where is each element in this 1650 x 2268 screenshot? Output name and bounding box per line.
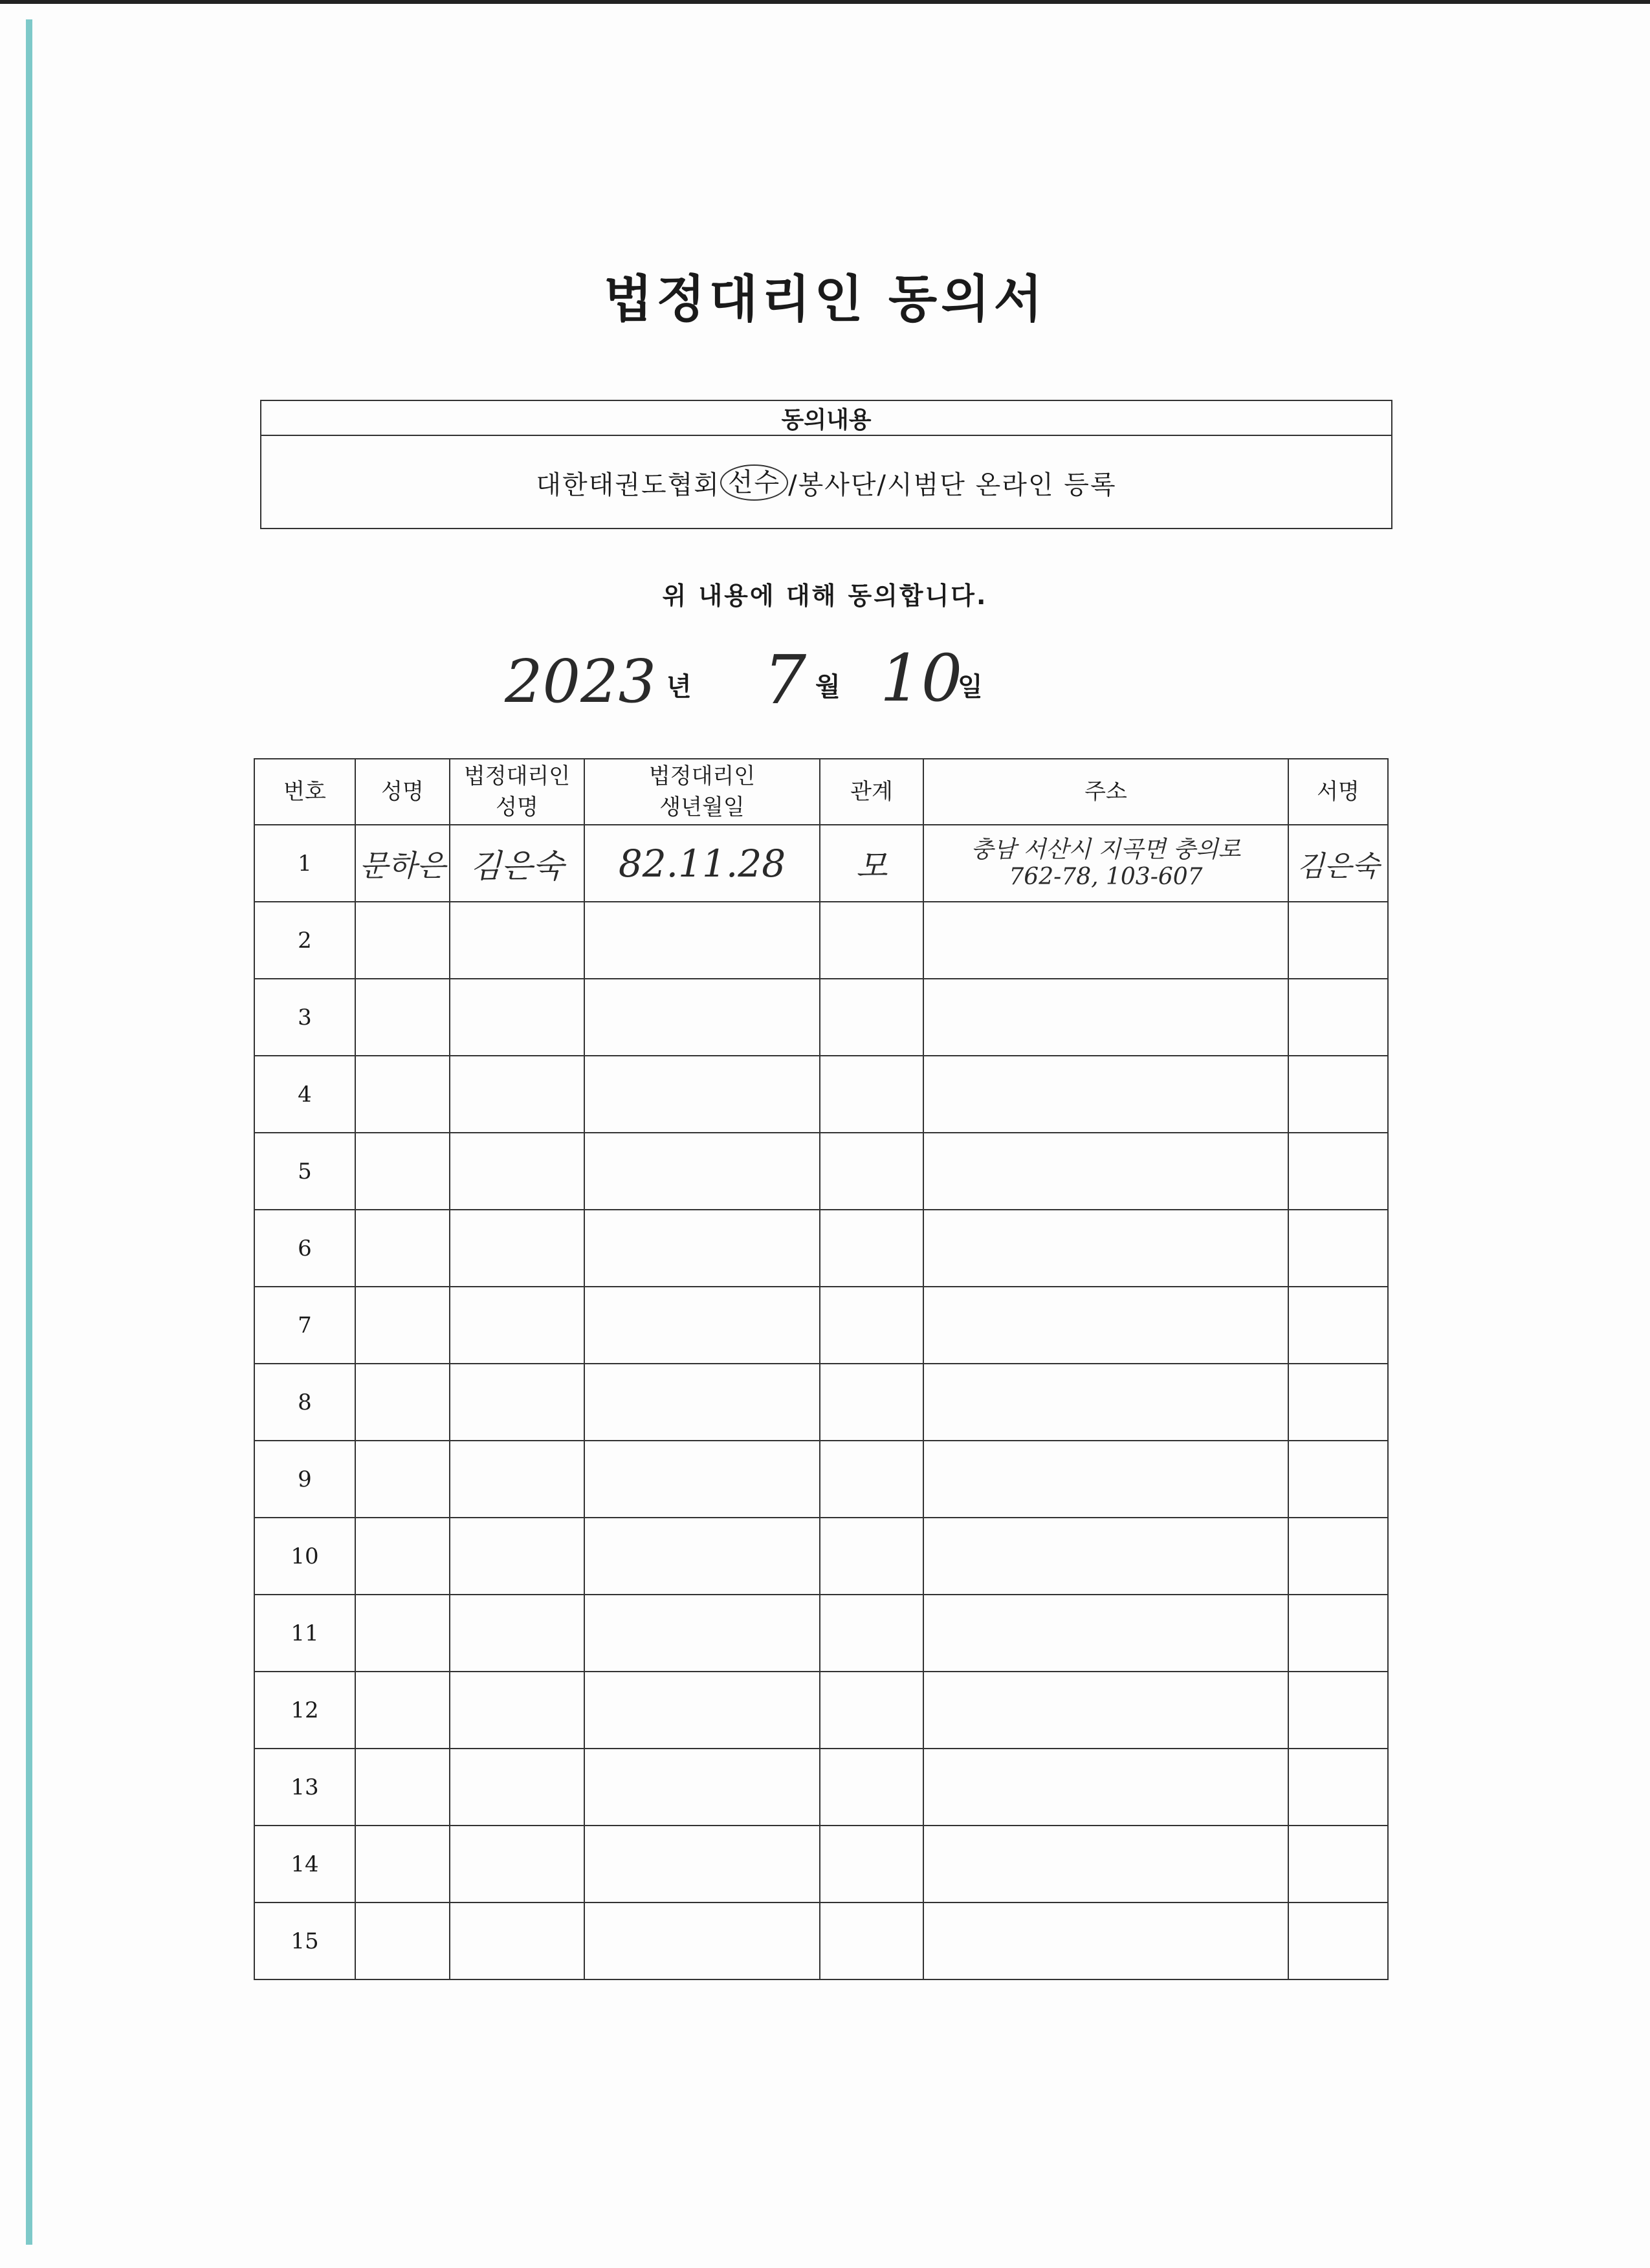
date-day-unit: 일 bbox=[958, 672, 983, 702]
cell-guardian-name bbox=[450, 825, 584, 902]
table-row bbox=[254, 1595, 1388, 1672]
header-name: 성명 bbox=[355, 759, 450, 825]
cell-relation bbox=[820, 1364, 923, 1441]
cell-guardian-name bbox=[450, 1672, 584, 1749]
table-row bbox=[254, 1210, 1388, 1287]
cell-guardian-dob bbox=[584, 1518, 820, 1595]
cell-no bbox=[254, 1518, 355, 1595]
cell-address bbox=[923, 1441, 1288, 1518]
cell-name bbox=[355, 825, 450, 902]
cell-relation bbox=[820, 1903, 923, 1979]
cell-no bbox=[254, 1903, 355, 1979]
cell-address bbox=[923, 1595, 1288, 1672]
cell-signature bbox=[1288, 1210, 1388, 1287]
cell-relation bbox=[820, 1287, 923, 1364]
cell-no-value: 7 bbox=[298, 1312, 312, 1338]
cell-address bbox=[923, 979, 1288, 1056]
cell-name bbox=[355, 1441, 450, 1518]
cell-signature bbox=[1288, 825, 1388, 902]
header-signature: 서명 bbox=[1288, 759, 1388, 825]
cell-signature bbox=[1288, 902, 1388, 979]
cell-guardian-name bbox=[450, 1903, 584, 1979]
date-day: 10 bbox=[880, 640, 963, 716]
cell-signature bbox=[1288, 1518, 1388, 1595]
address-line-1: 충남 서산시 지곡면 충의로 bbox=[971, 836, 1241, 863]
table-row bbox=[254, 1672, 1388, 1749]
cell-signature bbox=[1288, 1287, 1388, 1364]
cell-no-value: 10 bbox=[291, 1543, 319, 1569]
cell-guardian-dob bbox=[584, 825, 820, 902]
cell-name bbox=[355, 1210, 450, 1287]
table-row bbox=[254, 1056, 1388, 1133]
cell-no bbox=[254, 1672, 355, 1749]
cell-signature bbox=[1288, 1595, 1388, 1672]
cell-no-value: 9 bbox=[298, 1466, 312, 1492]
consent-circled-option: 선수 bbox=[720, 464, 788, 501]
cell-signature bbox=[1288, 1441, 1388, 1518]
cell-signature bbox=[1288, 1672, 1388, 1749]
cell-relation bbox=[820, 1749, 923, 1826]
cell-no-value: 12 bbox=[291, 1697, 319, 1723]
cell-no-value: 6 bbox=[298, 1235, 312, 1261]
cell-signature bbox=[1288, 1749, 1388, 1826]
cell-address bbox=[923, 1903, 1288, 1979]
cell-no-value: 15 bbox=[291, 1928, 319, 1954]
date-line bbox=[492, 640, 1204, 719]
cell-guardian-dob bbox=[584, 1210, 820, 1287]
cell-name bbox=[355, 1133, 450, 1210]
cell-signature-value: 김은숙 bbox=[1297, 849, 1380, 883]
cell-no bbox=[254, 825, 355, 902]
cell-no-value: 13 bbox=[291, 1774, 319, 1800]
cell-guardian-dob bbox=[584, 1672, 820, 1749]
cell-guardian-dob bbox=[584, 1133, 820, 1210]
cell-signature bbox=[1288, 979, 1388, 1056]
cell-name bbox=[355, 1364, 450, 1441]
agreement-statement: 위 내용에 대해 동의합니다. bbox=[662, 582, 988, 610]
address-line-2: 762-78, 103-607 bbox=[1009, 863, 1203, 890]
header-relation: 관계 bbox=[820, 759, 923, 825]
cell-relation bbox=[820, 1056, 923, 1133]
cell-signature bbox=[1288, 1903, 1388, 1979]
cell-guardian-dob bbox=[584, 1826, 820, 1903]
table-row bbox=[254, 1441, 1388, 1518]
cell-no-value: 5 bbox=[298, 1158, 312, 1184]
cell-guardian-dob-value: 82.11.28 bbox=[618, 841, 786, 886]
cell-name bbox=[355, 1903, 450, 1979]
cell-name bbox=[355, 1826, 450, 1903]
guardian-table bbox=[254, 758, 1389, 1980]
table-row bbox=[254, 1518, 1388, 1595]
table-row bbox=[254, 1826, 1388, 1903]
cell-no bbox=[254, 1287, 355, 1364]
consent-header: 동의내용 bbox=[261, 401, 1391, 436]
cell-name-value: 문하은 bbox=[359, 847, 446, 883]
cell-guardian-dob bbox=[584, 979, 820, 1056]
table-row bbox=[254, 979, 1388, 1056]
cell-guardian-dob bbox=[584, 1364, 820, 1441]
cell-signature bbox=[1288, 1056, 1388, 1133]
cell-no bbox=[254, 1595, 355, 1672]
cell-relation bbox=[820, 1441, 923, 1518]
table-row bbox=[254, 1287, 1388, 1364]
cell-name bbox=[355, 979, 450, 1056]
cell-guardian-name bbox=[450, 1364, 584, 1441]
table-row bbox=[254, 825, 1388, 902]
cell-signature bbox=[1288, 1133, 1388, 1210]
cell-guardian-dob bbox=[584, 1749, 820, 1826]
cell-guardian-name bbox=[450, 1518, 584, 1595]
consent-content bbox=[261, 436, 1391, 529]
table-header-row bbox=[254, 759, 1388, 825]
cell-no bbox=[254, 1056, 355, 1133]
cell-relation bbox=[820, 1672, 923, 1749]
cell-guardian-name bbox=[450, 1749, 584, 1826]
cell-address bbox=[923, 1210, 1288, 1287]
table-body bbox=[254, 825, 1388, 1979]
cell-no bbox=[254, 1364, 355, 1441]
date-month-unit: 월 bbox=[815, 672, 841, 702]
cell-no bbox=[254, 979, 355, 1056]
cell-no-value: 8 bbox=[298, 1389, 312, 1415]
cell-no bbox=[254, 902, 355, 979]
header-no: 번호 bbox=[254, 759, 355, 825]
scan-edge-top bbox=[0, 0, 1650, 4]
cell-no-value: 4 bbox=[298, 1081, 312, 1107]
cell-guardian-dob bbox=[584, 1287, 820, 1364]
date-year-unit: 년 bbox=[666, 672, 692, 702]
cell-guardian-name bbox=[450, 1210, 584, 1287]
cell-guardian-name bbox=[450, 1056, 584, 1133]
cell-relation bbox=[820, 825, 923, 902]
cell-relation bbox=[820, 1595, 923, 1672]
table-row bbox=[254, 1364, 1388, 1441]
cell-address bbox=[923, 1287, 1288, 1364]
consent-text-before: 대한태권도협회 bbox=[536, 470, 720, 500]
consent-box bbox=[260, 400, 1392, 529]
cell-no bbox=[254, 1441, 355, 1518]
cell-name bbox=[355, 1749, 450, 1826]
cell-no bbox=[254, 1210, 355, 1287]
cell-relation bbox=[820, 902, 923, 979]
cell-no-value: 11 bbox=[291, 1620, 319, 1646]
cell-guardian-dob bbox=[584, 1595, 820, 1672]
cell-relation bbox=[820, 1826, 923, 1903]
cell-relation bbox=[820, 1518, 923, 1595]
cell-name bbox=[355, 1056, 450, 1133]
table-row bbox=[254, 1749, 1388, 1826]
document-title: 법정대리인 동의서 bbox=[604, 270, 1046, 329]
cell-no bbox=[254, 1133, 355, 1210]
cell-relation bbox=[820, 1133, 923, 1210]
header-guardian-name: 법정대리인 성명 bbox=[450, 759, 584, 825]
cell-name bbox=[355, 1287, 450, 1364]
cell-no bbox=[254, 1826, 355, 1903]
cell-no-value: 3 bbox=[298, 1004, 312, 1030]
cell-no-value: 14 bbox=[291, 1851, 319, 1877]
cell-name bbox=[355, 1518, 450, 1595]
cell-address bbox=[923, 1826, 1288, 1903]
cell-guardian-name bbox=[450, 1595, 584, 1672]
cell-address bbox=[923, 825, 1288, 902]
date-month: 7 bbox=[764, 640, 807, 719]
cell-no-value: 1 bbox=[298, 850, 312, 877]
cell-address bbox=[923, 1133, 1288, 1210]
cell-no-value: 2 bbox=[298, 927, 312, 954]
table-row bbox=[254, 1133, 1388, 1210]
cell-guardian-dob bbox=[584, 1441, 820, 1518]
cell-guardian-name bbox=[450, 1441, 584, 1518]
cell-guardian-name bbox=[450, 1133, 584, 1210]
cell-address bbox=[923, 1364, 1288, 1441]
cell-guardian-dob bbox=[584, 1056, 820, 1133]
cell-address bbox=[923, 1672, 1288, 1749]
consent-text-after: /봉사단/시범단 온라인 등록 bbox=[788, 470, 1117, 500]
date-year: 2023 bbox=[505, 647, 657, 716]
header-guardian-dob: 법정대리인 생년월일 bbox=[584, 759, 820, 825]
cell-guardian-dob bbox=[584, 1903, 820, 1979]
cell-signature bbox=[1288, 1826, 1388, 1903]
cell-address bbox=[923, 1056, 1288, 1133]
cell-guardian-name-value: 김은숙 bbox=[470, 847, 564, 885]
cell-relation bbox=[820, 979, 923, 1056]
scan-edge-left bbox=[26, 19, 32, 2245]
cell-address bbox=[923, 902, 1288, 979]
cell-guardian-name bbox=[450, 979, 584, 1056]
cell-guardian-dob bbox=[584, 902, 820, 979]
cell-no bbox=[254, 1749, 355, 1826]
cell-guardian-name bbox=[450, 1826, 584, 1903]
cell-address bbox=[923, 1518, 1288, 1595]
cell-guardian-name bbox=[450, 902, 584, 979]
cell-name bbox=[355, 1672, 450, 1749]
table-row bbox=[254, 902, 1388, 979]
cell-address bbox=[923, 1749, 1288, 1826]
cell-name bbox=[355, 902, 450, 979]
cell-name bbox=[355, 1595, 450, 1672]
table-row bbox=[254, 1903, 1388, 1979]
cell-guardian-name bbox=[450, 1287, 584, 1364]
header-address: 주소 bbox=[923, 759, 1288, 825]
cell-signature bbox=[1288, 1364, 1388, 1441]
cell-relation-value: 모 bbox=[855, 847, 888, 885]
cell-relation bbox=[820, 1210, 923, 1287]
